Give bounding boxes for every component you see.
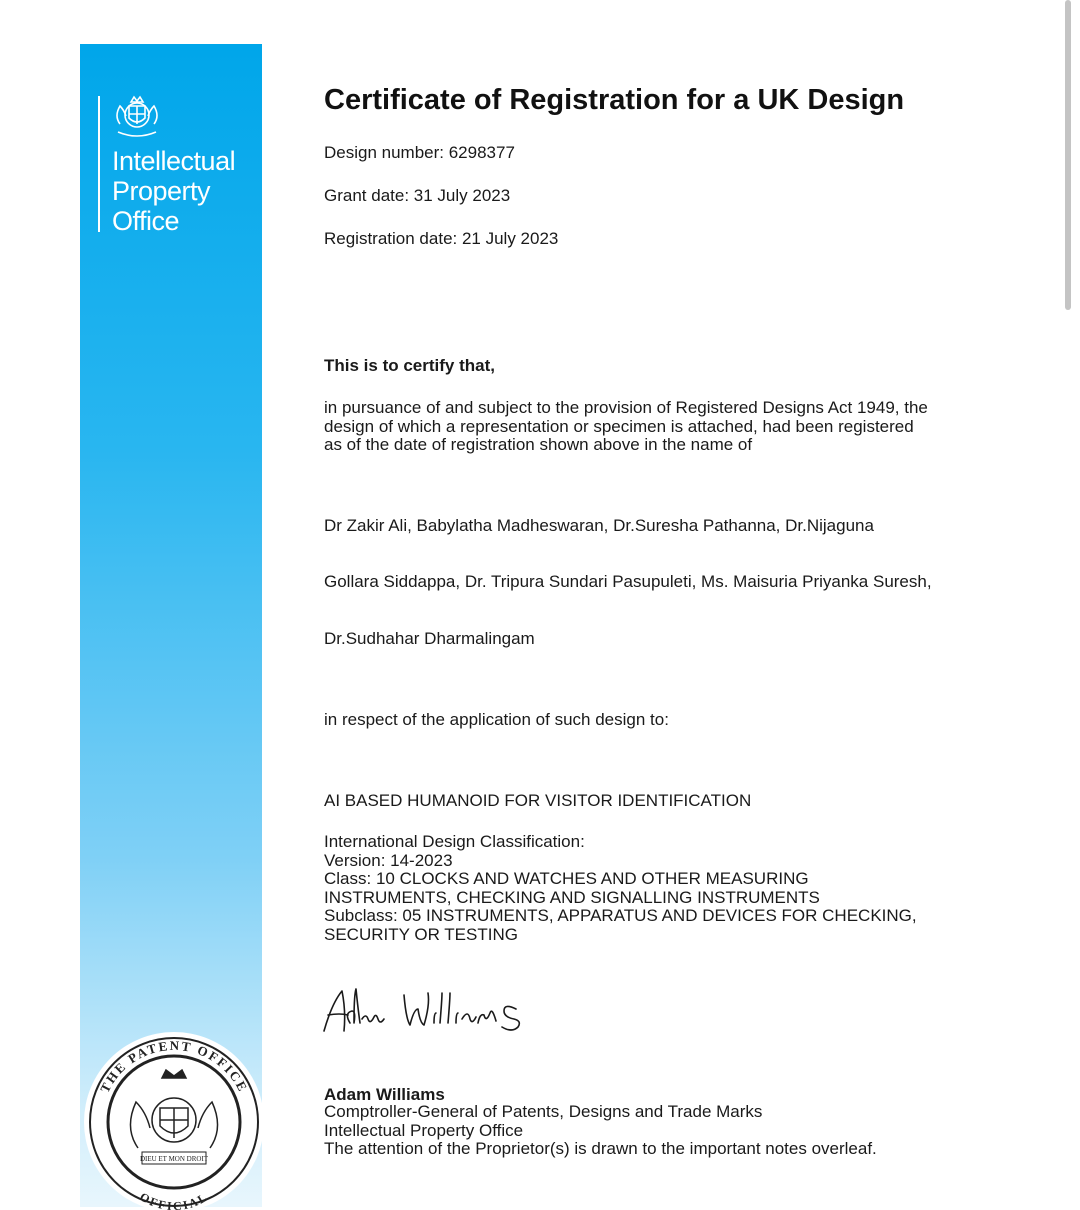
classification-line: International Design Classification: bbox=[324, 832, 585, 851]
scrollbar-thumb[interactable] bbox=[1065, 0, 1071, 310]
classification-line: SECURITY OR TESTING bbox=[324, 924, 518, 944]
ipo-logo-line: Intellectual bbox=[112, 146, 236, 176]
seal-top-text: THE PATENT OFFICE bbox=[96, 1037, 252, 1096]
proprietor-line: Dr.Sudhahar Dharmalingam bbox=[324, 629, 535, 648]
ipo-logo-line: Property bbox=[112, 176, 211, 206]
pursuance-line: as of the date of registration shown above in the name of bbox=[324, 435, 753, 454]
classification-line: INSTRUMENTS, CHECKING AND SIGNALLING INSTRUMENTS bbox=[324, 887, 820, 907]
signatory-line: Intellectual Property Office bbox=[324, 1120, 524, 1140]
proprietor-line: Dr Zakir Ali, Babylatha Madheswaran, Dr.Suresha Pathanna, Dr.Nijaguna bbox=[324, 516, 874, 535]
classification-line: Version: 14-2023 bbox=[324, 850, 453, 870]
respect-line: in respect of the application of such design to: bbox=[324, 710, 669, 729]
signatory-line: The attention of the Proprietor(s) is drawn to the important notes overleaf. bbox=[324, 1139, 877, 1158]
logo-divider-bar bbox=[98, 96, 100, 232]
registration-date: Registration date: 21 July 2023 bbox=[324, 229, 559, 248]
signatory-line: Comptroller-General of Patents, Designs and Trade Marks bbox=[324, 1102, 763, 1121]
royal-coat-of-arms-icon bbox=[110, 94, 164, 138]
classification-line: Class: 10 CLOCKS AND WATCHES AND OTHER MEASURING bbox=[324, 869, 809, 888]
patent-office-seal-icon bbox=[82, 1030, 266, 1210]
seal-bottom-text: OFFICIAL bbox=[137, 1189, 211, 1210]
seal-motto: DIEU ET MON DROIT bbox=[139, 1155, 209, 1163]
grant-date: Grant date: 31 July 2023 bbox=[324, 186, 511, 205]
classification-line: Subclass: 05 INSTRUMENTS, APPARATUS AND DEVICES FOR CHECKING, bbox=[324, 906, 917, 925]
pursuance-paragraph bbox=[324, 399, 1024, 455]
proprietor-line: Gollara Siddappa, Dr. Tripura Sundari Pasupuleti, Ms. Maisuria Priyanka Suresh, bbox=[324, 572, 932, 591]
classification-block bbox=[324, 833, 1024, 944]
pursuance-line: in pursuance of and subject to the provision of Registered Designs Act 1949, the bbox=[324, 398, 928, 417]
signatory-details bbox=[324, 1103, 1024, 1159]
design-title: AI BASED HUMANOID FOR VISITOR IDENTIFICATION bbox=[324, 791, 752, 810]
certificate-title: Certificate of Registration for a UK Design bbox=[324, 84, 905, 116]
scrollbar[interactable] bbox=[1056, 0, 1080, 1207]
ipo-logo-text bbox=[112, 146, 235, 236]
certify-heading: This is to certify that, bbox=[324, 356, 495, 375]
handwritten-signature-icon bbox=[320, 985, 530, 1041]
ipo-logo-line: Office bbox=[112, 206, 180, 236]
signatory-name: Adam Williams bbox=[324, 1085, 445, 1104]
design-number: Design number: 6298377 bbox=[324, 143, 515, 162]
pursuance-line: design of which a representation or specimen is attached, had been registered bbox=[324, 416, 914, 436]
